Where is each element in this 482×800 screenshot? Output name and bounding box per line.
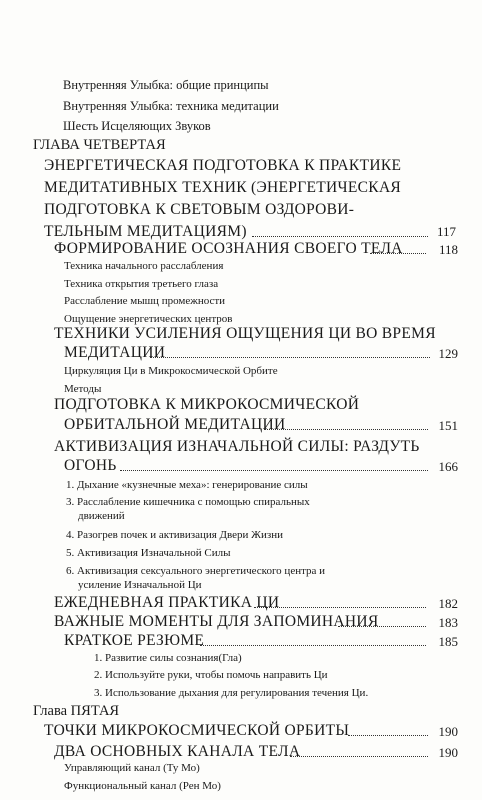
toc-item: Внутренняя Улыбка: общие принципы (63, 78, 269, 92)
chapter-title: ТОЧКИ МИКРОКОСМИЧЕСКОЙ ОРБИТЫ (44, 722, 350, 739)
toc-item: Техника начального расслабления (64, 260, 224, 272)
toc-item: Циркуляция Ци в Микрокосмической Орбите (64, 365, 278, 377)
leader-dots (200, 645, 426, 646)
leader-dots (254, 607, 426, 608)
page-number: 190 (438, 745, 458, 760)
section-title: ДВА ОСНОВНЫХ КАНАЛА ТЕЛА (54, 743, 301, 760)
section-title: ОГОНЬ (64, 457, 117, 474)
page-number: 151 (438, 418, 458, 433)
chapter-title: ТЕЛЬНЫМ МЕДИТАЦИЯМ) (44, 223, 247, 240)
chapter-label: ГЛАВА ЧЕТВЕРТАЯ (33, 137, 166, 153)
section-title: МЕДИТАЦИИ (64, 344, 166, 361)
section-title: АКТИВИЗАЦИЯ ИЗНАЧАЛЬНОЙ СИЛЫ: РАЗДУТЬ (54, 438, 420, 455)
leader-dots (264, 429, 428, 430)
page-number: 182 (438, 596, 458, 611)
toc-item: Функциональный канал (Рен Мо) (64, 780, 221, 792)
toc-item: Техника открытия третьего глаза (64, 278, 219, 290)
page-number: 117 (436, 224, 456, 239)
toc-item: движений (78, 510, 125, 522)
section-title: КРАТКОЕ РЕЗЮМЕ (64, 632, 205, 649)
leader-dots (150, 357, 430, 358)
toc-item: 5. Активизация Изначальной Силы (66, 547, 231, 559)
toc-item: Шесть Исцеляющих Звуков (63, 119, 211, 133)
page-number: 190 (438, 724, 458, 739)
section-title: ТЕХНИКИ УСИЛЕНИЯ ОЩУЩЕНИЯ ЦИ ВО ВРЕМЯ (54, 325, 436, 342)
toc-item: 4. Разогрев почек и активизация Двери Жизни (66, 529, 284, 541)
page-number: 166 (438, 459, 458, 474)
leader-dots (252, 236, 428, 237)
toc-item: Управляющий канал (Ту Мо) (64, 762, 200, 774)
toc-item: 3. Использование дыхания для регулирования течения Ци. (94, 687, 369, 699)
toc-item: Внутренняя Улыбка: техника медитации (63, 99, 279, 113)
toc-item: Методы (64, 383, 102, 395)
section-title: ФОРМИРОВАНИЕ ОСОЗНАНИЯ СВОЕГО ТЕЛА (54, 240, 403, 257)
toc-item: 1. Развитие силы сознания(Гла) (94, 652, 242, 664)
chapter-title: ЭНЕРГЕТИЧЕСКАЯ ПОДГОТОВКА К ПРАКТИКЕ (44, 157, 402, 174)
page-number: 129 (438, 346, 458, 361)
section-title: ПОДГОТОВКА К МИКРОКОСМИЧЕСКОЙ (54, 396, 360, 413)
section-title: ОРБИТАЛЬНОЙ МЕДИТАЦИИ (64, 416, 286, 433)
section-title: ВАЖНЫЕ МОМЕНТЫ ДЛЯ ЗАПОМИНАНИЯ (54, 613, 379, 630)
page-number: 183 (438, 615, 458, 630)
toc-item: 3. Расслабление кишечника с помощью спиральных (66, 496, 310, 508)
toc-item: 2. Используйте руки, чтобы помочь направить Ци (94, 669, 328, 681)
chapter-label: Глава ПЯТАЯ (33, 703, 120, 719)
toc-item: 6. Активизация сексуального энергетического центра и (66, 565, 326, 577)
toc-item: усиление Изначальной Ци (78, 579, 202, 591)
toc-item: Ощущение энергетических центров (64, 313, 233, 325)
section-title: ЕЖЕДНЕВНАЯ ПРАКТИКА ЦИ (54, 594, 280, 611)
toc-item: 1. Дыхание «кузнечные меха»: генерирование силы (66, 479, 308, 491)
chapter-title: ПОДГОТОВКА К СВЕТОВЫМ ОЗДОРОВИ- (44, 201, 355, 218)
page-number: 185 (438, 634, 458, 649)
leader-dots (120, 470, 428, 471)
toc-item: Расслабление мышц промежности (64, 295, 226, 307)
chapter-title: МЕДИТАТИВНЫХ ТЕХНИК (ЭНЕРГЕТИЧЕСКАЯ (44, 179, 402, 196)
page-number: 118 (438, 242, 458, 257)
